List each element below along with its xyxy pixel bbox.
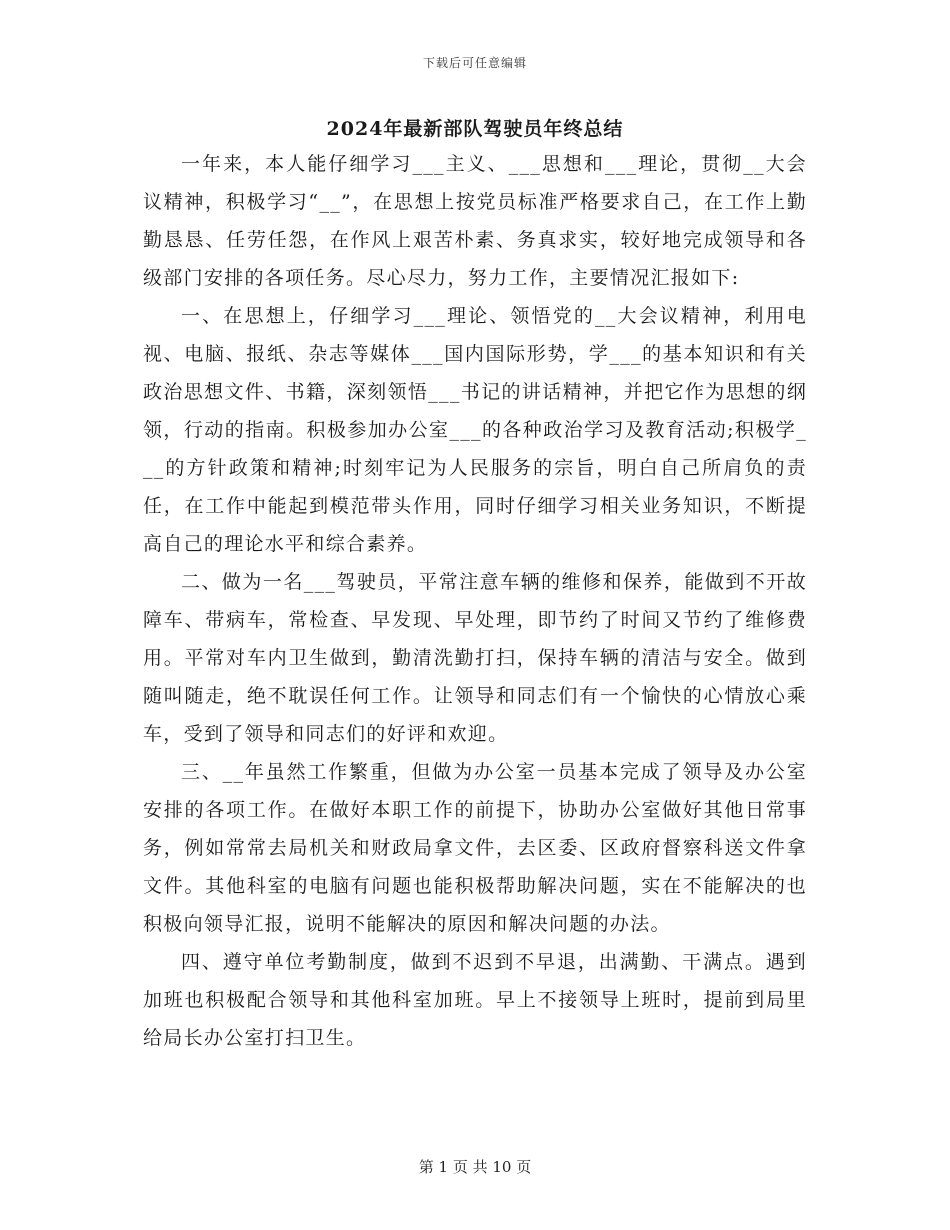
paragraph-section-3: 三、__年虽然工作繁重，但做为办公室一员基本完成了领导及办公室安排的各项工作。在做好本职工作的前提下，协助办公室做好其他日常事务，例如常常去局机关和财政局拿文件，去区委、区政府督察科送文件拿文件。其他科室的电脑有问题也能积极帮助解决问题，实在不能解决的也积极向领导汇报，说明不能解决的原因和解决问题的办法。 xyxy=(143,761,807,935)
document-title: 2024年最新部队驾驶员年终总结 xyxy=(326,118,624,140)
page-number-footer: 第 1 页 共 10 页 xyxy=(418,1158,532,1176)
document-body xyxy=(143,145,807,1057)
paragraph-section-2: 二、做为一名___驾驶员，平常注意车辆的维修和保养，能做到不开故障车、带病车，常检查、早发现、早处理，即节约了时间又节约了维修费用。平常对车内卫生做到，勤清洗勤打扫，保持车辆的清洁与安全。做到随叫随走，绝不耽误任何工作。让领导和同志们有一个愉快的心情放心乘车，受到了领导和同志们的好评和欢迎。 xyxy=(143,571,807,745)
page-header-note: 下载后可任意编辑 xyxy=(422,56,527,70)
paragraph-section-1: 一、在思想上，仔细学习___理论、领悟党的__大会议精神，利用电视、电脑、报纸、杂志等媒体___国内国际形势，学___的基本知识和有关政治思想文件、书籍，深刻领悟___书记的讲话精神，并把它作为思想的纲领，行动的指南。积极参加办公室___的各种政治学习及教育活动;积极学___的方针政策和精神;时刻牢记为人民服务的宗旨，明白自己所肩负的责任，在工作中能起到模范带头作用，同时仔细学习相关业务知识，不断提高自己的理论水平和综合素养。 xyxy=(143,305,807,555)
paragraph-intro: 一年来，本人能仔细学习___主义、___思想和___理论，贯彻__大会议精神，积极学习“__”，在思想上按党员标准严格要求自己，在工作上勤勤恳恳、任劳任怨，在作风上艰苦朴素、务真求实，较好地完成领导和各级部门安排的各项任务。尽心尽力，努力工作，主要情况汇报如下: xyxy=(143,153,807,289)
paragraph-section-4: 四、遵守单位考勤制度，做到不迟到不早退，出满勤、干满点。遇到加班也积极配合领导和其他科室加班。早上不接领导上班时，提前到局里给局长办公室打扫卫生。 xyxy=(143,951,807,1049)
